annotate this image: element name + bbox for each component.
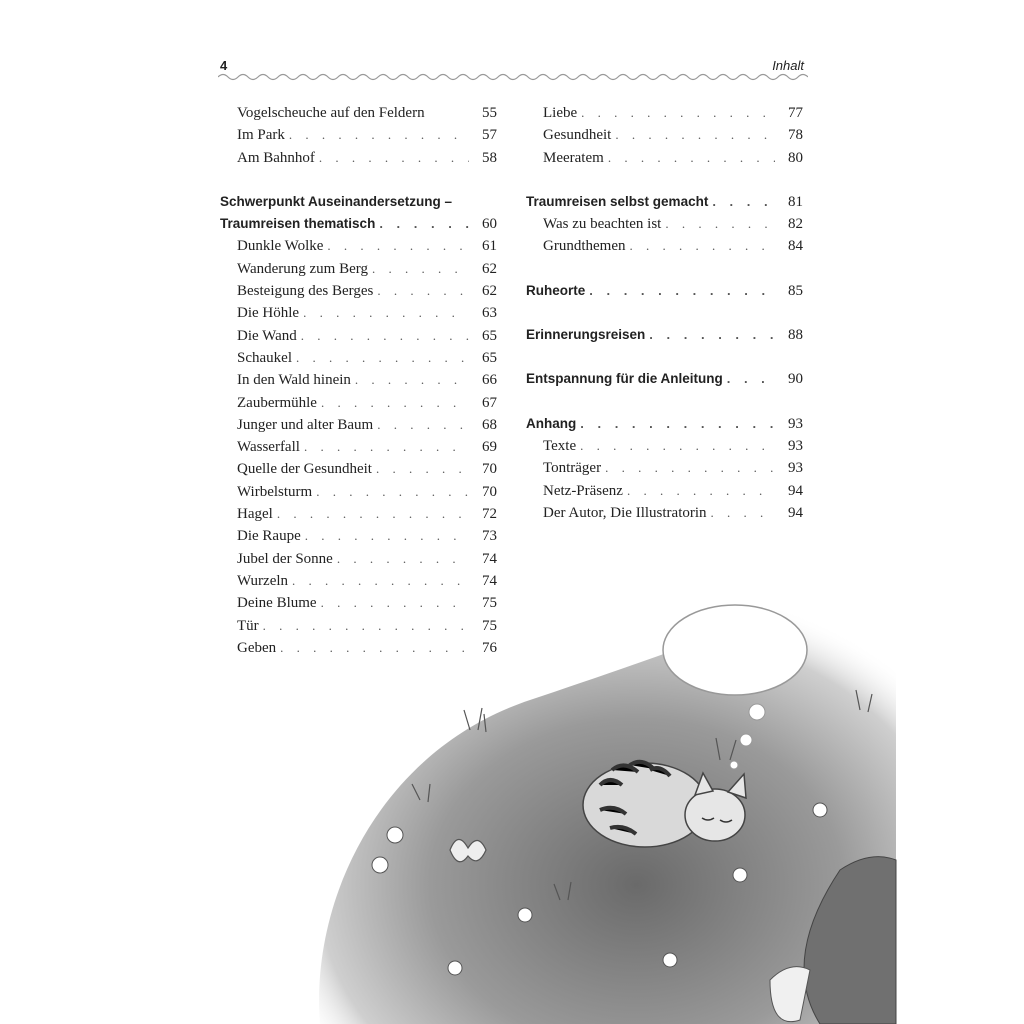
toc-entry-title: Tür xyxy=(237,617,259,634)
toc-entry-page: 55 xyxy=(482,105,497,121)
toc-entry-title: Gesundheit xyxy=(543,127,612,144)
toc-leader-dots xyxy=(581,105,775,121)
toc-entry xyxy=(526,438,803,460)
toc-leader-dots xyxy=(303,305,469,321)
toc-leader-dots xyxy=(589,283,775,298)
toc-entry-title: Hagel xyxy=(237,506,273,523)
toc-entry-title: Erinnerungsreisen xyxy=(526,327,646,343)
toc-entry xyxy=(526,216,803,238)
toc-spacer xyxy=(526,349,803,371)
toc-entry-title: Die Raupe xyxy=(237,528,301,545)
toc-entry xyxy=(526,194,803,216)
toc-entry-page: 57 xyxy=(482,127,497,144)
toc-entry-page: 65 xyxy=(482,349,497,366)
toc-entry xyxy=(220,305,497,327)
toc-leader-dots xyxy=(712,194,775,209)
toc-entry xyxy=(220,105,497,127)
toc-entry-page: 65 xyxy=(482,327,497,344)
toc-entry-page: 70 xyxy=(482,461,497,478)
toc-entry xyxy=(526,238,803,260)
toc-entry-title: Im Park xyxy=(237,127,285,144)
toc-entry-title: Vogelscheuche auf den Feldern xyxy=(237,105,425,121)
toc-entry-page: 61 xyxy=(482,238,497,255)
toc-leader-dots xyxy=(376,461,469,477)
toc-entry-title: Die Wand xyxy=(237,327,297,344)
toc-leader-dots xyxy=(289,127,469,143)
toc-entry-page: 77 xyxy=(788,105,803,121)
toc-entry-page: 75 xyxy=(482,617,497,634)
toc-right-column xyxy=(526,105,803,527)
toc-entry xyxy=(220,328,497,350)
toc-entry-title: Texte xyxy=(543,437,577,454)
toc-entry-page: 73 xyxy=(482,528,497,545)
toc-entry-page: 58 xyxy=(482,149,497,166)
toc-entry-title: Die Höhle xyxy=(237,305,300,322)
toc-leader-dots xyxy=(615,127,775,143)
toc-entry-page: 74 xyxy=(482,550,497,567)
toc-entry xyxy=(220,127,497,149)
toc-spacer xyxy=(526,394,803,416)
toc-spacer xyxy=(526,172,803,194)
toc-entry-page: 67 xyxy=(482,394,497,411)
toc-entry-page: 88 xyxy=(788,327,803,344)
toc-entry xyxy=(220,372,497,394)
toc-entry-title: Der Autor, Die Illustratorin xyxy=(543,504,707,521)
toc-entry-page: 76 xyxy=(482,639,497,656)
toc-entry-page: 82 xyxy=(788,216,803,233)
toc-entry-title: Schwerpunkt Auseinandersetzung – xyxy=(220,193,453,209)
toc-entry-page: 60 xyxy=(482,216,497,233)
toc-entry-title: Schaukel xyxy=(237,349,292,366)
page-number: 4 xyxy=(220,58,228,73)
toc-entry xyxy=(220,461,497,483)
toc-leader-dots xyxy=(379,216,469,231)
toc-entry xyxy=(526,283,803,305)
toc-entry-title: Wirbelsturm xyxy=(237,483,313,500)
toc-entry-title: Junger und alter Baum xyxy=(237,416,374,433)
toc-entry xyxy=(526,371,803,393)
toc-entry-title: Dunkle Wolke xyxy=(237,238,324,255)
toc-entry xyxy=(526,150,803,172)
toc-entry-page: 94 xyxy=(788,504,803,521)
toc-entry-page: 90 xyxy=(788,371,803,388)
toc-entry-page: 62 xyxy=(482,260,497,277)
wavy-divider xyxy=(218,72,808,82)
section-title: Inhalt xyxy=(772,58,804,73)
toc-entry-title: Geben xyxy=(237,639,277,656)
toc-entry-page: 75 xyxy=(482,595,497,612)
toc-leader-dots xyxy=(727,371,775,386)
toc-entry xyxy=(220,283,497,305)
toc-entry-page: 94 xyxy=(788,482,803,499)
toc-leader-dots xyxy=(319,150,469,166)
toc-entry-page: 80 xyxy=(788,149,803,166)
toc-leader-dots xyxy=(301,328,469,344)
toc-entry-page: 66 xyxy=(482,372,497,389)
toc-leader-dots xyxy=(649,327,775,342)
toc-entry-title: Wurzeln xyxy=(237,572,289,589)
toc-leader-dots xyxy=(665,216,775,232)
toc-entry-title: Traumreisen selbst gemacht xyxy=(526,193,709,209)
toc-entry-title: Wasserfall xyxy=(237,439,300,456)
toc-entry-title: Meeratem xyxy=(543,149,604,166)
toc-entry xyxy=(220,417,497,439)
toc-entry-page: 70 xyxy=(482,483,497,500)
toc-entry xyxy=(526,416,803,438)
toc-leader-dots xyxy=(377,417,469,433)
toc-entry-title: Was zu beachten ist xyxy=(543,216,662,233)
toc-entry xyxy=(526,483,803,505)
toc-entry-title: Zaubermühle xyxy=(237,394,317,411)
toc-entry xyxy=(220,238,497,260)
toc-entry xyxy=(526,327,803,349)
toc-leader-dots xyxy=(316,484,469,500)
toc-entry xyxy=(220,395,497,417)
toc-leader-dots xyxy=(377,283,469,299)
toc-entry xyxy=(526,460,803,482)
toc-spacer xyxy=(526,261,803,283)
toc-entry-title: Jubel der Sonne xyxy=(237,550,333,567)
toc-entry-page: 72 xyxy=(482,506,497,523)
sleeping-cat-illustration xyxy=(300,520,900,1024)
toc-entry xyxy=(220,216,497,238)
toc-leader-dots xyxy=(711,505,775,521)
toc-entry-title: Grundthemen xyxy=(543,238,626,255)
toc-entry-title: Ruheorte xyxy=(526,282,586,298)
toc-entry-page: 74 xyxy=(482,572,497,589)
toc-entry xyxy=(220,150,497,172)
toc-entry-page: 69 xyxy=(482,439,497,456)
toc-entry-title: Deine Blume xyxy=(237,595,317,612)
toc-entry-title: Besteigung des Berges xyxy=(237,283,374,300)
toc-entry-title: Wanderung zum Berg xyxy=(237,260,368,277)
toc-entry xyxy=(220,484,497,506)
toc-entry xyxy=(220,439,497,461)
toc-entry-page: 85 xyxy=(788,282,803,299)
toc-leader-dots xyxy=(327,238,469,254)
toc-spacer xyxy=(526,305,803,327)
toc-leader-dots xyxy=(608,150,775,166)
toc-leader-dots xyxy=(296,350,469,366)
toc-entry-title: Netz-Präsenz xyxy=(543,482,623,499)
toc-entry-page: 68 xyxy=(482,416,497,433)
toc-entry-page: 93 xyxy=(788,460,803,477)
toc-entry-page: 62 xyxy=(482,283,497,300)
toc-entry-page: 81 xyxy=(788,193,803,210)
toc-entry-title: In den Wald hinein xyxy=(237,372,351,389)
toc-leader-dots xyxy=(321,395,469,411)
toc-entry-title: Quelle der Gesundheit xyxy=(237,461,372,478)
toc-entry-title: Traumreisen thematisch xyxy=(220,216,376,232)
toc-entry-title: Liebe xyxy=(543,105,578,121)
toc-entry xyxy=(526,127,803,149)
toc-entry xyxy=(526,105,803,127)
toc-entry-title: Am Bahnhof xyxy=(237,149,315,166)
toc-entry-title: Tonträger xyxy=(543,460,602,477)
toc-entry xyxy=(220,350,497,372)
toc-leader-dots xyxy=(355,372,469,388)
toc-leader-dots xyxy=(580,438,775,454)
toc-leader-dots xyxy=(627,483,775,499)
toc-entry-page: 78 xyxy=(788,127,803,144)
toc-spacer xyxy=(220,172,497,194)
toc-entry-title: Entspannung für die Anleitung xyxy=(526,371,723,387)
toc-entry xyxy=(220,261,497,283)
toc-leader-dots xyxy=(605,460,775,476)
toc-entry-page: 93 xyxy=(788,415,803,432)
toc-leader-dots xyxy=(629,238,775,254)
toc-entry-page: 93 xyxy=(788,437,803,454)
toc-entry-page: 84 xyxy=(788,238,803,255)
toc-leader-dots xyxy=(372,261,469,277)
toc-leader-dots xyxy=(304,439,469,455)
toc-entry-title: Anhang xyxy=(526,415,577,431)
toc-entry xyxy=(220,194,497,216)
toc-leader-dots xyxy=(580,416,775,431)
toc-entry-page: 63 xyxy=(482,305,497,322)
